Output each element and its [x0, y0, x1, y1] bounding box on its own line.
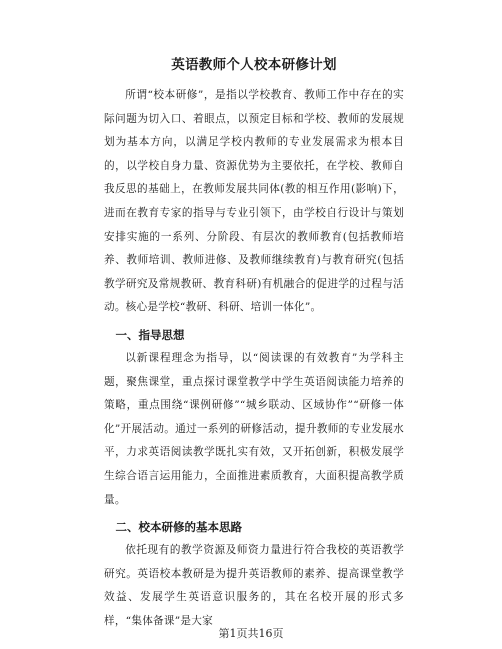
intro-paragraph: 所谓“校本研修”，是指以学校教育、教师工作中存在的实际问题为切入口、着眼点，以预定目标和学校、教师的发展规划为基本方向，以满足学校内教师的专业发展需求为根本目的，以学校自身力量、资源优势为主要依托，在学校、教师自我反思的基础上，在教师发展共同体(教的相互作用(影响)下，进而在教育专家的指导与专业引领下，由学校自行设计与策划安排实施的一系列、分阶段、有层次的教师教育(包括教师培养、教师培训、教师进修、及教师继续教育)与教育研究(包括教学研究及常规教研、教育科研)有机融合的促进学的过程与活动。核心是学校“教研、科研、培训一体化”。 — [104, 89, 404, 314]
section-paragraph-basic-approach: 依托现有的教学资源及师资力量进行符合我校的英语教学研究。英语校本教研是为提升英语教师的素养、提高课堂教学效益、发展学生英语意识服务的，其在名校开展的形式多样，“集体备课”是大家 — [104, 544, 404, 627]
document-page — [104, 56, 404, 633]
page-number-footer: 第1页共16页 — [218, 627, 284, 640]
section-heading-basic-approach: 二、校本研修的基本思路 — [115, 520, 242, 535]
section-heading-guiding-ideology: 一、指导思想 — [115, 327, 185, 342]
section-paragraph-guiding-ideology: 以新课程理念为指导，以“阅读课的有效教育”为学科主题，聚焦课堂，重点探讨课堂教学中学生英语阅读能力培养的策略，重点围绕“课例研修”“城乡联动、区域协作”“研修一体化”开展活动。通过一系列的研修活动，提升教师的专业发展水平，力求英语阅读教学既扎实有效，又开拓创新，积极发展学生综合语言运用能力，全面推进素质教育，大面积提高教学质量。 — [104, 351, 404, 506]
document-title: 英语教师个人校本研修计划 — [171, 57, 337, 73]
